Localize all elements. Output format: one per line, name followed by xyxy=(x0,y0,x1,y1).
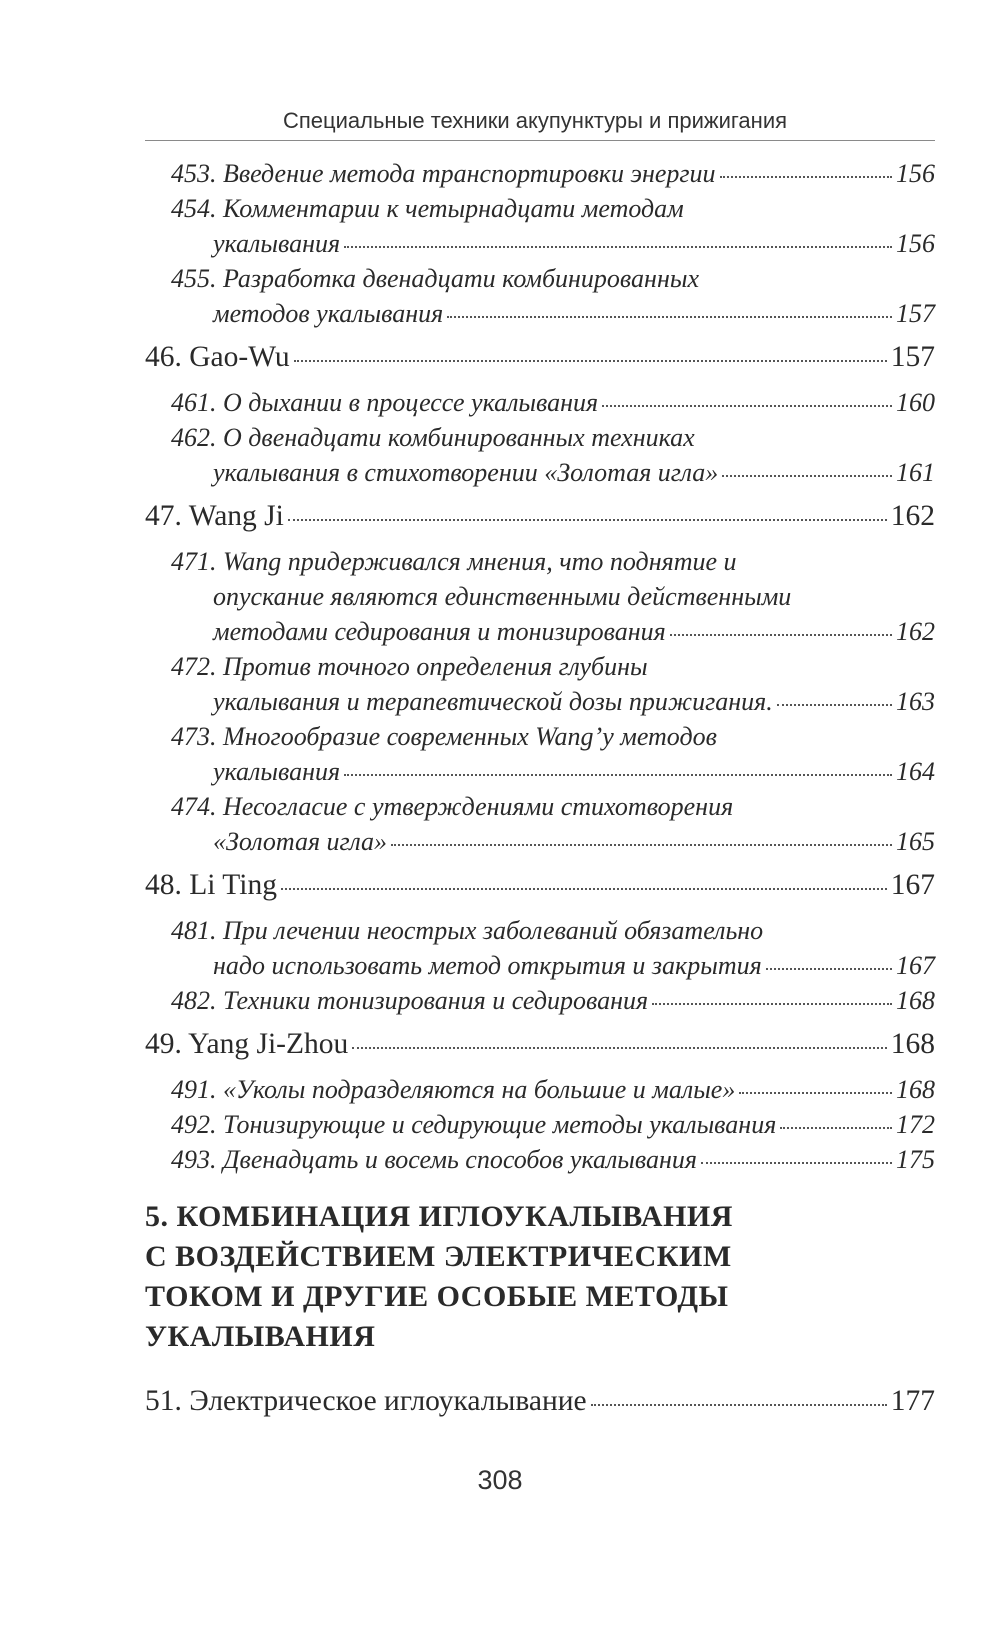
toc-page-number: 156 xyxy=(896,159,935,188)
toc-entry-462 xyxy=(145,420,935,490)
toc-entry-481 xyxy=(145,913,935,983)
toc-section-47 xyxy=(145,496,935,536)
toc-page-number: 162 xyxy=(896,617,935,646)
page-number: 308 xyxy=(477,1465,523,1495)
toc-entry-title-cont: «Золотая игла» xyxy=(213,827,388,856)
toc-entry-482 xyxy=(145,983,935,1018)
table-of-contents xyxy=(145,156,935,1429)
toc-entry-title: 491. «Уколы подразделяются на большие и малые» xyxy=(171,1075,736,1104)
dot-leader xyxy=(777,704,892,706)
toc-entry-461 xyxy=(145,385,935,420)
toc-entry-title-cont: укалывания xyxy=(213,757,341,786)
chapter-heading-line: УКАЛЫВАНИЯ xyxy=(145,1320,376,1353)
toc-entry-492 xyxy=(145,1107,935,1142)
toc-page-number: 157 xyxy=(890,341,935,373)
dot-leader xyxy=(281,888,887,890)
dot-leader xyxy=(344,774,892,776)
toc-section-46 xyxy=(145,337,935,377)
toc-page-number: 167 xyxy=(896,951,935,980)
dot-leader xyxy=(652,1003,892,1005)
dot-leader xyxy=(701,1162,892,1164)
toc-entry-title-cont: опускание являются единственными действенными xyxy=(213,582,792,611)
toc-entry-474 xyxy=(145,789,935,859)
chapter-heading-line: 5. КОМБИНАЦИЯ ИГЛОУКАЛЫВАНИЯ xyxy=(145,1200,733,1233)
dot-leader xyxy=(591,1404,887,1406)
dot-leader xyxy=(344,246,892,248)
toc-entry-title: 482. Техники тонизирования и седирования xyxy=(171,986,649,1015)
toc-entry-title: 473. Многообразие современных Wang’у методов xyxy=(171,722,717,751)
toc-entry-471 xyxy=(145,544,935,649)
dot-leader xyxy=(391,844,892,846)
dot-leader xyxy=(352,1047,887,1049)
toc-page-number: 175 xyxy=(896,1145,935,1174)
toc-page-number: 157 xyxy=(896,299,935,328)
dot-leader xyxy=(766,968,892,970)
toc-entry-title: 492. Тонизирующие и седирующие методы укалывания xyxy=(171,1110,777,1139)
dot-leader xyxy=(602,405,892,407)
toc-page-number: 165 xyxy=(896,827,935,856)
toc-entry-title-cont: укалывания и терапевтической дозы прижигания. xyxy=(213,687,773,716)
toc-entry-title: 493. Двенадцать и восемь способов укалывания xyxy=(171,1145,698,1174)
toc-entry-title-cont: укалывания xyxy=(213,229,341,258)
toc-section-title: 46. Gao-Wu xyxy=(145,341,290,373)
dot-leader xyxy=(780,1127,892,1129)
header-rule xyxy=(145,140,935,141)
toc-entry-title: 481. При лечении неострых заболеваний обязательно xyxy=(171,916,764,945)
toc-entry-title: 455. Разработка двенадцати комбинированных xyxy=(171,264,699,293)
dot-leader xyxy=(288,519,887,521)
chapter-heading-line: С ВОЗДЕЙСТВИЕМ ЭЛЕКТРИЧЕСКИМ xyxy=(145,1240,732,1273)
toc-page-number: 167 xyxy=(890,869,935,901)
chapter-heading xyxy=(145,1197,935,1357)
toc-page-number: 168 xyxy=(896,1075,935,1104)
toc-entry-455 xyxy=(145,261,935,331)
toc-page-number: 177 xyxy=(890,1385,935,1417)
toc-entry-title: 454. Комментарии к четырнадцати методам xyxy=(171,194,684,223)
toc-section-title: 49. Yang Ji-Zhou xyxy=(145,1028,349,1060)
toc-entry-title-cont: методов укалывания xyxy=(213,299,444,328)
toc-page-number: 164 xyxy=(896,757,935,786)
toc-page-number: 161 xyxy=(896,458,935,487)
toc-page-number: 172 xyxy=(896,1110,935,1139)
dot-leader xyxy=(739,1092,892,1094)
toc-section-48 xyxy=(145,865,935,905)
toc-page-number: 156 xyxy=(896,229,935,258)
toc-entry-title: 461. О дыхании в процессе укалывания xyxy=(171,388,599,417)
toc-entry-453 xyxy=(145,156,935,191)
dot-leader xyxy=(720,176,892,178)
toc-entry-title: 462. О двенадцати комбинированных техниках xyxy=(171,423,695,452)
chapter-heading-line: ТОКОМ И ДРУГИЕ ОСОБЫЕ МЕТОДЫ xyxy=(145,1280,729,1313)
toc-page-number: 168 xyxy=(890,1028,935,1060)
dot-leader xyxy=(294,360,887,362)
toc-section-title: 48. Li Ting xyxy=(145,869,277,901)
toc-entry-491 xyxy=(145,1072,935,1107)
toc-section-title: 47. Wang Ji xyxy=(145,500,284,532)
toc-entry-493 xyxy=(145,1142,935,1177)
dot-leader xyxy=(670,634,892,636)
toc-page-number: 163 xyxy=(896,687,935,716)
dot-leader xyxy=(447,316,892,318)
toc-entry-472 xyxy=(145,649,935,719)
toc-entry-title: 474. Несогласие с утверждениями стихотворения xyxy=(171,792,734,821)
toc-page-number: 168 xyxy=(896,986,935,1015)
running-head: Специальные техники акупунктуры и прижигания xyxy=(282,108,788,133)
toc-entry-473 xyxy=(145,719,935,789)
toc-entry-454 xyxy=(145,191,935,261)
toc-entry-title: 453. Введение метода транспортировки энергии xyxy=(171,159,716,188)
toc-section-49 xyxy=(145,1024,935,1064)
toc-entry-title-cont: методами седирования и тонизирования xyxy=(213,617,666,646)
toc-page-number: 160 xyxy=(896,388,935,417)
toc-entry-title: 471. Wang придерживался мнения, что поднятие и xyxy=(171,547,737,576)
toc-entry-title-cont: укалывания в стихотворении «Золотая игла» xyxy=(213,458,719,487)
toc-section-51 xyxy=(145,1381,935,1421)
toc-page-number: 162 xyxy=(890,500,935,532)
toc-entry-title-cont: надо использовать метод открытия и закрытия xyxy=(213,951,762,980)
dot-leader xyxy=(722,475,892,477)
toc-section-title: 51. Электрическое иглоукалывание xyxy=(145,1385,587,1417)
toc-entry-title: 472. Против точного определения глубины xyxy=(171,652,648,681)
